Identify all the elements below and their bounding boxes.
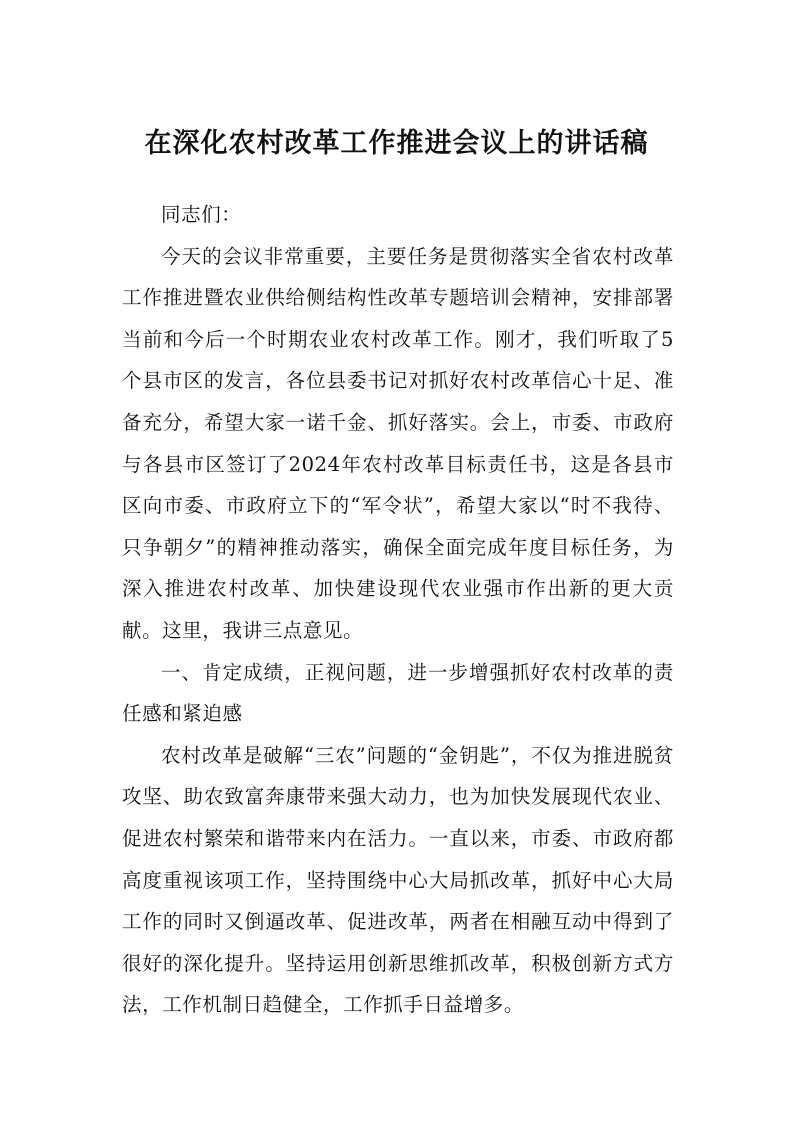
section-heading-1: 一、肯定成绩，正视问题，进一步增强抓好农村改革的责任感和紧迫感	[122, 660, 674, 726]
section-1-paragraph: 农村改革是破解“三农”问题的“金钥匙”，不仅为推进脱贫攻坚、助农致富奔康带来强大动力，也为加快发展现代农业、促进农村繁荣和谐带来内在活力。一直以来，市委、市政府都高度重视该项工作，坚持围绕中心大局抓改革，抓好中心大局工作的同时又倒逼改革、促进改革，两者在相融互动中得到了很好的深化提升。坚持运用创新思维抓改革，积极创新方式方法，工作机制日趋健全，工作抓手日益增多。	[122, 743, 674, 1017]
document-title: 在深化农村改革工作推进会议上的讲话稿	[144, 128, 649, 159]
salutation-paragraph: 同志们：	[161, 203, 242, 226]
opening-paragraph: 今天的会议非常重要，主要任务是贯彻落实全省农村改革工作推进暨农业供给侧结构性改革专题培训会精神，安排部署当前和今后一个时期农业农村改革工作。刚才，我们听取了5个县市区的发言，各位县委书记对抓好农村改革信心十足、准备充分，希望大家一诺千金、抓好落实。会上，市委、市政府与各县市区签订了2024年农村改革目标责任书，这是各县市区向市委、市政府立下的“军令状”，希望大家以“时不我待、只争朝夕”的精神推动落实，确保全面完成年度目标任务，为深入推进农村改革、加快建设现代农业强市作出新的更大贡献。这里，我讲三点意见。	[122, 244, 674, 642]
document-body	[122, 194, 674, 1026]
